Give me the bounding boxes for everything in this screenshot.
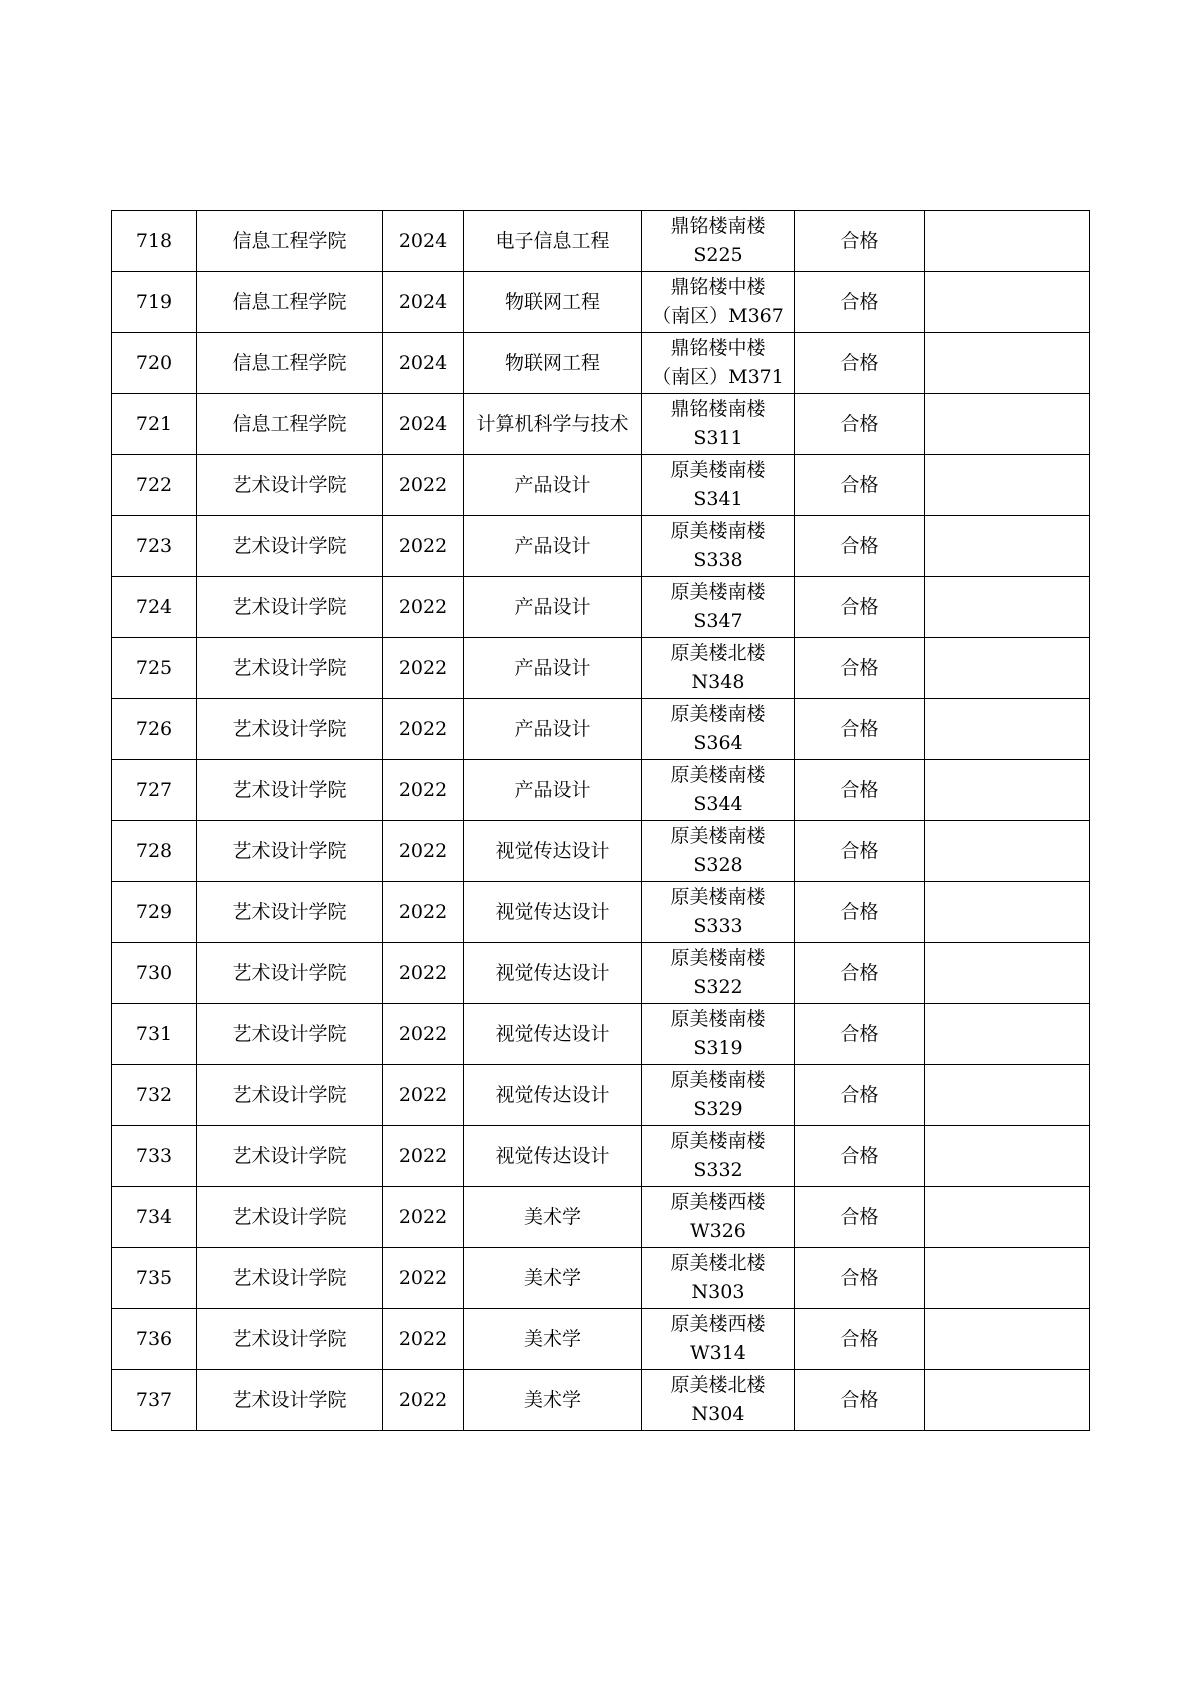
grade-year-cell: 2022	[383, 455, 464, 516]
grade-year-cell: 2022	[383, 1065, 464, 1126]
room-building-text: 原美楼南楼	[670, 1069, 766, 1091]
major-cell: 视觉传达设计	[464, 882, 642, 943]
table-row	[112, 516, 1090, 577]
inspection-results-table	[111, 210, 1090, 1431]
college-cell: 艺术设计学院	[197, 1248, 383, 1309]
room-cell	[642, 211, 795, 272]
major-cell: 产品设计	[464, 699, 642, 760]
result-cell: 合格	[795, 760, 925, 821]
row-number-cell: 730	[112, 943, 197, 1004]
row-number-cell: 721	[112, 394, 197, 455]
remark-cell	[925, 333, 1090, 394]
major-cell: 视觉传达设计	[464, 1004, 642, 1065]
major-cell: 美术学	[464, 1248, 642, 1309]
result-cell: 合格	[795, 333, 925, 394]
room-building-text: 鼎铭楼中楼	[670, 276, 766, 298]
grade-year-cell: 2022	[383, 1309, 464, 1370]
room-number-text: S225	[693, 244, 743, 266]
grade-year-cell: 2022	[383, 1248, 464, 1309]
table-row	[112, 455, 1090, 516]
room-cell	[642, 1248, 795, 1309]
row-number-cell: 720	[112, 333, 197, 394]
result-cell: 合格	[795, 1004, 925, 1065]
room-building-text: 原美楼北楼	[670, 1252, 766, 1274]
college-cell: 艺术设计学院	[197, 577, 383, 638]
college-cell: 艺术设计学院	[197, 882, 383, 943]
room-number-text: S329	[693, 1098, 743, 1120]
remark-cell	[925, 638, 1090, 699]
room-number-text: S347	[693, 610, 743, 632]
room-number-text: S328	[693, 854, 743, 876]
room-number-text: S344	[693, 793, 743, 815]
row-number-cell: 722	[112, 455, 197, 516]
table-row	[112, 1309, 1090, 1370]
remark-cell	[925, 1248, 1090, 1309]
grade-year-cell: 2024	[383, 211, 464, 272]
room-building-text: 原美楼北楼	[670, 1374, 766, 1396]
college-cell: 艺术设计学院	[197, 516, 383, 577]
room-number-text: （南区）M371	[652, 366, 784, 388]
college-cell: 艺术设计学院	[197, 1187, 383, 1248]
grade-year-cell: 2022	[383, 638, 464, 699]
row-number-cell: 726	[112, 699, 197, 760]
result-cell: 合格	[795, 1309, 925, 1370]
room-building-text: 鼎铭楼南楼	[670, 398, 766, 420]
room-building-text: 原美楼南楼	[670, 1130, 766, 1152]
grade-year-cell: 2022	[383, 1004, 464, 1065]
major-cell: 视觉传达设计	[464, 821, 642, 882]
row-number-cell: 727	[112, 760, 197, 821]
room-cell	[642, 455, 795, 516]
grade-year-cell: 2022	[383, 699, 464, 760]
room-building-text: 原美楼南楼	[670, 520, 766, 542]
major-cell: 计算机科学与技术	[464, 394, 642, 455]
room-cell	[642, 943, 795, 1004]
major-cell: 物联网工程	[464, 272, 642, 333]
major-cell: 美术学	[464, 1370, 642, 1431]
remark-cell	[925, 821, 1090, 882]
result-cell: 合格	[795, 1065, 925, 1126]
major-cell: 美术学	[464, 1309, 642, 1370]
room-cell	[642, 333, 795, 394]
table-row	[112, 1370, 1090, 1431]
row-number-cell: 724	[112, 577, 197, 638]
college-cell: 艺术设计学院	[197, 760, 383, 821]
table-row	[112, 577, 1090, 638]
grade-year-cell: 2022	[383, 577, 464, 638]
table-row	[112, 638, 1090, 699]
table-row	[112, 394, 1090, 455]
room-cell	[642, 1309, 795, 1370]
table-row	[112, 943, 1090, 1004]
major-cell: 产品设计	[464, 638, 642, 699]
grade-year-cell: 2022	[383, 1126, 464, 1187]
room-number-text: S322	[693, 976, 743, 998]
result-cell: 合格	[795, 638, 925, 699]
major-cell: 电子信息工程	[464, 211, 642, 272]
row-number-cell: 728	[112, 821, 197, 882]
table-row	[112, 211, 1090, 272]
table-row	[112, 1248, 1090, 1309]
table-row	[112, 1126, 1090, 1187]
remark-cell	[925, 455, 1090, 516]
room-building-text: 鼎铭楼中楼	[670, 337, 766, 359]
grade-year-cell: 2024	[383, 333, 464, 394]
row-number-cell: 729	[112, 882, 197, 943]
row-number-cell: 725	[112, 638, 197, 699]
grade-year-cell: 2022	[383, 516, 464, 577]
major-cell: 视觉传达设计	[464, 943, 642, 1004]
room-number-text: N348	[691, 671, 745, 693]
row-number-cell: 731	[112, 1004, 197, 1065]
room-cell	[642, 638, 795, 699]
college-cell: 艺术设计学院	[197, 455, 383, 516]
room-number-text: N303	[691, 1281, 745, 1303]
room-cell	[642, 516, 795, 577]
room-cell	[642, 699, 795, 760]
table-body	[112, 211, 1090, 1431]
table-row	[112, 699, 1090, 760]
college-cell: 信息工程学院	[197, 211, 383, 272]
room-number-text: S338	[693, 549, 743, 571]
room-cell	[642, 272, 795, 333]
college-cell: 艺术设计学院	[197, 1126, 383, 1187]
result-cell: 合格	[795, 699, 925, 760]
remark-cell	[925, 272, 1090, 333]
result-cell: 合格	[795, 394, 925, 455]
college-cell: 艺术设计学院	[197, 638, 383, 699]
table-row	[112, 760, 1090, 821]
table-row	[112, 1187, 1090, 1248]
row-number-cell: 733	[112, 1126, 197, 1187]
room-building-text: 原美楼南楼	[670, 581, 766, 603]
result-cell: 合格	[795, 1187, 925, 1248]
result-cell: 合格	[795, 1248, 925, 1309]
room-building-text: 原美楼西楼	[670, 1313, 766, 1335]
college-cell: 信息工程学院	[197, 394, 383, 455]
college-cell: 艺术设计学院	[197, 1370, 383, 1431]
table-row	[112, 821, 1090, 882]
grade-year-cell: 2022	[383, 760, 464, 821]
room-cell	[642, 821, 795, 882]
grade-year-cell: 2022	[383, 1370, 464, 1431]
major-cell: 美术学	[464, 1187, 642, 1248]
table-row	[112, 882, 1090, 943]
result-cell: 合格	[795, 516, 925, 577]
result-cell: 合格	[795, 1126, 925, 1187]
remark-cell	[925, 943, 1090, 1004]
room-number-text: S319	[693, 1037, 743, 1059]
row-number-cell: 735	[112, 1248, 197, 1309]
room-cell	[642, 394, 795, 455]
major-cell: 视觉传达设计	[464, 1065, 642, 1126]
room-number-text: S364	[693, 732, 743, 754]
remark-cell	[925, 577, 1090, 638]
room-building-text: 原美楼南楼	[670, 703, 766, 725]
college-cell: 艺术设计学院	[197, 1065, 383, 1126]
room-number-text: S332	[693, 1159, 743, 1181]
room-building-text: 原美楼南楼	[670, 886, 766, 908]
room-building-text: 原美楼南楼	[670, 459, 766, 481]
remark-cell	[925, 1309, 1090, 1370]
grade-year-cell: 2024	[383, 272, 464, 333]
room-number-text: W326	[690, 1220, 746, 1242]
grade-year-cell: 2022	[383, 943, 464, 1004]
room-cell	[642, 1004, 795, 1065]
room-cell	[642, 1065, 795, 1126]
room-cell	[642, 760, 795, 821]
remark-cell	[925, 882, 1090, 943]
table-row	[112, 272, 1090, 333]
room-building-text: 鼎铭楼南楼	[670, 215, 766, 237]
college-cell: 艺术设计学院	[197, 1004, 383, 1065]
result-cell: 合格	[795, 455, 925, 516]
remark-cell	[925, 211, 1090, 272]
major-cell: 物联网工程	[464, 333, 642, 394]
college-cell: 艺术设计学院	[197, 821, 383, 882]
major-cell: 产品设计	[464, 516, 642, 577]
college-cell: 信息工程学院	[197, 333, 383, 394]
college-cell: 信息工程学院	[197, 272, 383, 333]
room-cell	[642, 1126, 795, 1187]
room-number-text: S311	[693, 427, 743, 449]
major-cell: 产品设计	[464, 455, 642, 516]
table-row	[112, 1065, 1090, 1126]
row-number-cell: 732	[112, 1065, 197, 1126]
result-cell: 合格	[795, 577, 925, 638]
remark-cell	[925, 760, 1090, 821]
result-cell: 合格	[795, 1370, 925, 1431]
college-cell: 艺术设计学院	[197, 699, 383, 760]
result-cell: 合格	[795, 821, 925, 882]
row-number-cell: 736	[112, 1309, 197, 1370]
grade-year-cell: 2024	[383, 394, 464, 455]
row-number-cell: 718	[112, 211, 197, 272]
room-number-text: （南区）M367	[652, 305, 784, 327]
major-cell: 产品设计	[464, 577, 642, 638]
room-building-text: 原美楼北楼	[670, 642, 766, 664]
room-building-text: 原美楼南楼	[670, 764, 766, 786]
row-number-cell: 723	[112, 516, 197, 577]
remark-cell	[925, 1065, 1090, 1126]
room-cell	[642, 577, 795, 638]
remark-cell	[925, 394, 1090, 455]
grade-year-cell: 2022	[383, 821, 464, 882]
room-cell	[642, 1370, 795, 1431]
result-cell: 合格	[795, 211, 925, 272]
remark-cell	[925, 1126, 1090, 1187]
row-number-cell: 734	[112, 1187, 197, 1248]
remark-cell	[925, 516, 1090, 577]
table-row	[112, 333, 1090, 394]
room-number-text: S341	[693, 488, 743, 510]
remark-cell	[925, 1004, 1090, 1065]
remark-cell	[925, 1370, 1090, 1431]
grade-year-cell: 2022	[383, 882, 464, 943]
room-cell	[642, 882, 795, 943]
room-building-text: 原美楼西楼	[670, 1191, 766, 1213]
row-number-cell: 737	[112, 1370, 197, 1431]
room-number-text: N304	[691, 1403, 745, 1425]
college-cell: 艺术设计学院	[197, 943, 383, 1004]
row-number-cell: 719	[112, 272, 197, 333]
result-cell: 合格	[795, 272, 925, 333]
remark-cell	[925, 699, 1090, 760]
major-cell: 视觉传达设计	[464, 1126, 642, 1187]
room-building-text: 原美楼南楼	[670, 947, 766, 969]
table-row	[112, 1004, 1090, 1065]
room-number-text: S333	[693, 915, 743, 937]
room-building-text: 原美楼南楼	[670, 825, 766, 847]
major-cell: 产品设计	[464, 760, 642, 821]
grade-year-cell: 2022	[383, 1187, 464, 1248]
result-cell: 合格	[795, 943, 925, 1004]
room-number-text: W314	[690, 1342, 746, 1364]
room-building-text: 原美楼南楼	[670, 1008, 766, 1030]
result-cell: 合格	[795, 882, 925, 943]
college-cell: 艺术设计学院	[197, 1309, 383, 1370]
room-cell	[642, 1187, 795, 1248]
remark-cell	[925, 1187, 1090, 1248]
